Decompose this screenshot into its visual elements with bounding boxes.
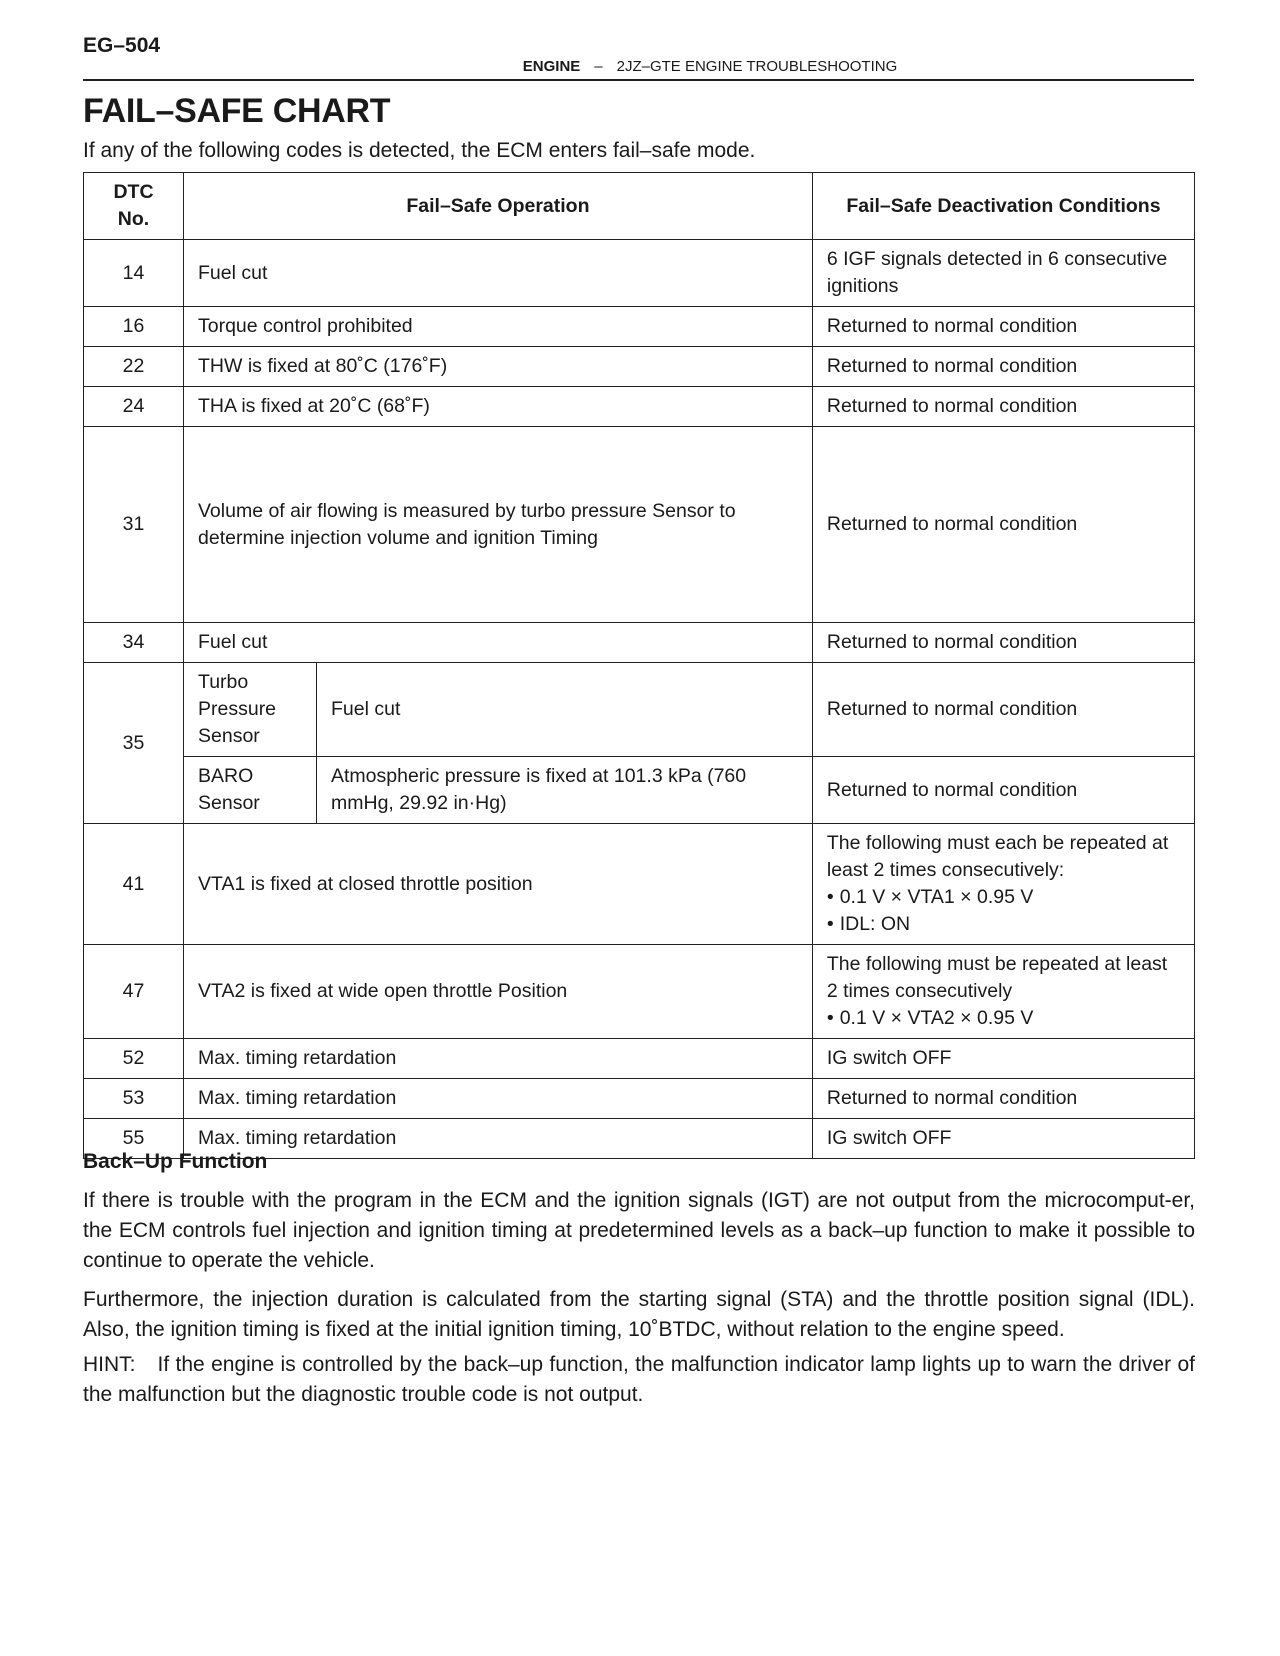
operation-cell: Torque control prohibited [184, 307, 813, 347]
section-name: ENGINE [522, 58, 581, 75]
dtc-cell: 34 [84, 623, 184, 663]
operation-cell: THW is fixed at 80˚C (176˚F) [184, 347, 813, 387]
deactivation-cell [812, 824, 1194, 945]
operation-cell: Max. timing retardation [184, 1079, 813, 1119]
dtc-cell: 22 [84, 347, 184, 387]
dtc-cell: 14 [84, 240, 184, 307]
running-header [0, 58, 1280, 75]
operation-cell: Max. timing retardation [184, 1039, 813, 1079]
operation-cell: VTA1 is fixed at closed throttle position [184, 824, 813, 945]
deactivation-intro: The following must be repeated at least 2 times consecutively [826, 953, 1168, 1002]
header-operation: Fail–Safe Operation [184, 173, 813, 240]
table-row [84, 240, 1195, 307]
backup-function-heading: Back–Up Function [83, 1150, 268, 1173]
sensor-cell: Turbo Pressure Sensor [184, 663, 317, 757]
deactivation-cell: Returned to normal condition [812, 757, 1194, 824]
table-row [84, 945, 1195, 1039]
table-row [84, 663, 1195, 757]
operation-cell: Fuel cut [184, 623, 813, 663]
table-row [84, 757, 1195, 824]
operation-cell: Atmospheric pressure is fixed at 101.3 kPa (760 mmHg, 29.92 in·Hg) [317, 757, 813, 824]
fail-safe-table [83, 172, 1195, 1159]
sensor-cell: BARO Sensor [184, 757, 317, 824]
table-row [84, 387, 1195, 427]
hint-label: HINT: [83, 1353, 136, 1376]
table-row [84, 824, 1195, 945]
operation-cell: Fuel cut [184, 240, 813, 307]
deactivation-cell: Returned to normal condition [812, 347, 1194, 387]
deactivation-cell: Returned to normal condition [812, 307, 1194, 347]
deactivation-cell: IG switch OFF [812, 1119, 1194, 1159]
condition-list [827, 884, 1180, 938]
operation-cell: Fuel cut [317, 663, 813, 757]
operation-cell: VTA2 is fixed at wide open throttle Position [184, 945, 813, 1039]
page-title: FAIL–SAFE CHART [83, 92, 391, 130]
operation-cell: THA is fixed at 20˚C (68˚F) [184, 387, 813, 427]
table-row [84, 347, 1195, 387]
dtc-cell: 53 [84, 1079, 184, 1119]
dtc-cell: 24 [84, 387, 184, 427]
dtc-cell: 47 [84, 945, 184, 1039]
table-row [84, 427, 1195, 623]
deactivation-cell: Returned to normal condition [812, 623, 1194, 663]
header-deactivation: Fail–Safe Deactivation Conditions [812, 173, 1194, 240]
dtc-cell: 16 [84, 307, 184, 347]
hint-paragraph [83, 1350, 1195, 1410]
table-row [84, 1079, 1195, 1119]
backup-paragraph: If there is trouble with the program in the ECM and the ignition signals (IGT) are not output from the microcomput-er, the ECM controls fuel injection and ignition timing at predetermined levels as a back–up function to make it possible to continue to operate the vehicle. [83, 1189, 1195, 1272]
operation-cell: Max. timing retardation [184, 1119, 813, 1159]
deactivation-cell: Returned to normal condition [812, 663, 1194, 757]
dtc-cell: 55 [84, 1119, 184, 1159]
header-separator: – [594, 58, 603, 75]
deactivation-cell: Returned to normal condition [812, 1079, 1194, 1119]
deactivation-cell: IG switch OFF [812, 1039, 1194, 1079]
deactivation-cell: 6 IGF signals detected in 6 consecutive ignitions [812, 240, 1194, 307]
table-row [84, 1039, 1195, 1079]
dtc-cell: 31 [84, 427, 184, 623]
deactivation-cell: Returned to normal condition [812, 387, 1194, 427]
header-rule [83, 79, 1194, 81]
deactivation-intro: The following must each be repeated at least 2 times consecutively: [826, 832, 1169, 881]
dtc-cell: 41 [84, 824, 184, 945]
deactivation-cell: Returned to normal condition [812, 427, 1194, 623]
page-number: EG–504 [83, 34, 161, 57]
header-dtc: DTC No. [84, 173, 184, 240]
subsection-name: 2JZ–GTE ENGINE TROUBLESHOOTING [616, 58, 898, 75]
condition-list [827, 1005, 1180, 1032]
hint-text: If the engine is controlled by the back–up function, the malfunction indicator lamp lights up to warn the driver of the malfunction but the diagnostic trouble code is not output. [83, 1353, 1195, 1406]
table-row [84, 623, 1195, 663]
dtc-cell: 35 [84, 663, 184, 824]
dtc-cell: 52 [84, 1039, 184, 1079]
deactivation-cell [812, 945, 1194, 1039]
table-row [84, 307, 1195, 347]
operation-cell: Volume of air flowing is measured by turbo pressure Sensor to determine injection volume and ignition Timing [184, 427, 813, 623]
condition-item: • 0.1 V × VTA2 × 0.95 V [827, 1005, 1180, 1032]
condition-item: • IDL: ON [827, 911, 1180, 938]
intro-text: If any of the following codes is detected, the ECM enters fail–safe mode. [83, 139, 756, 162]
condition-item: • 0.1 V × VTA1 × 0.95 V [827, 884, 1180, 911]
backup-paragraph: Furthermore, the injection duration is calculated from the starting signal (STA) and the throttle position signal (IDL). Also, the ignition timing is fixed at the initial ignition timing, 10˚BTDC, without relation to the engine speed. [83, 1288, 1195, 1341]
table-header-row [84, 173, 1195, 240]
